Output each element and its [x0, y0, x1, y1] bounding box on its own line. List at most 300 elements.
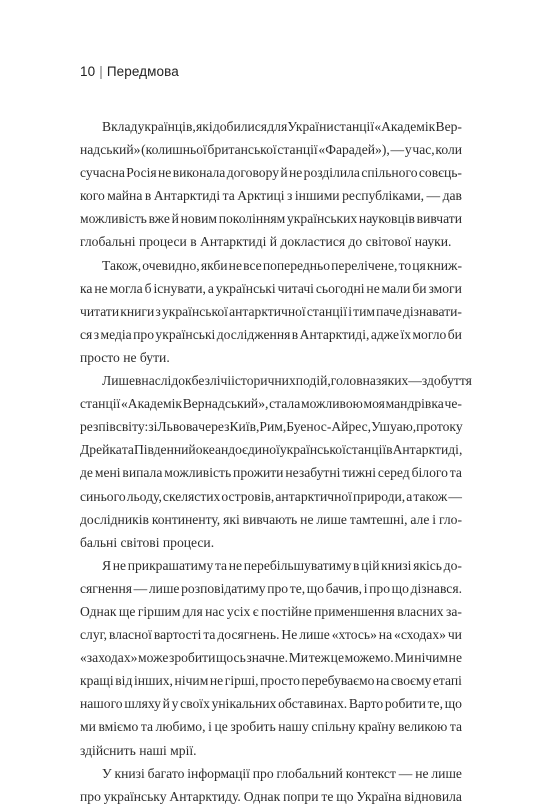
word: яких: [381, 373, 409, 389]
text-line: [80, 554, 462, 577]
word: не: [209, 673, 224, 689]
word: науковців: [358, 211, 415, 227]
word: та: [449, 719, 462, 735]
word: сучасна: [80, 165, 125, 181]
word: станції: [333, 119, 375, 134]
word: коли: [435, 142, 462, 158]
word: Україна: [356, 788, 402, 804]
word: та: [222, 188, 235, 204]
word: Арктиці: [237, 188, 285, 204]
word: —: [398, 765, 413, 781]
word: випала: [122, 465, 163, 481]
word: можливість: [164, 465, 232, 481]
body-text: [80, 115, 472, 808]
word: кого: [80, 188, 105, 204]
word: те: [321, 788, 334, 804]
word: обставинах.: [278, 696, 348, 712]
word: книзі: [114, 765, 145, 781]
word: які: [223, 511, 240, 527]
word: льоду,: [126, 488, 162, 504]
text-line: [80, 508, 462, 531]
word: також: [413, 488, 448, 504]
word: українських: [287, 211, 358, 227]
word: стала: [269, 396, 301, 412]
word: британської: [207, 142, 277, 158]
word: можливою: [300, 396, 363, 412]
word: могло: [412, 326, 447, 342]
word: за-: [446, 603, 462, 619]
word: серед: [377, 465, 410, 481]
word: дослідження: [216, 326, 291, 342]
text-line: [80, 254, 462, 277]
word: гірші,: [224, 673, 259, 689]
word: для: [182, 603, 203, 619]
word: через: [198, 419, 230, 435]
text-line: [80, 669, 462, 692]
text-line: [80, 415, 462, 438]
word: та: [203, 627, 216, 643]
word: Антарктиду.: [169, 788, 241, 804]
word: у: [171, 696, 179, 712]
word: незабутні: [285, 465, 341, 481]
word: про: [369, 580, 391, 596]
word: етапі: [432, 673, 462, 689]
word: дослідників: [80, 511, 149, 527]
word: глобальний: [276, 765, 343, 781]
word: би: [447, 326, 462, 342]
word: ся: [80, 326, 93, 342]
word: перелічене,: [331, 257, 398, 273]
word: для: [267, 119, 288, 134]
word: іншими: [294, 188, 340, 204]
word: слуг,: [80, 627, 108, 643]
section-title: Передмова: [106, 64, 179, 79]
word: Не: [281, 627, 298, 643]
word: «хтось»: [331, 627, 377, 643]
word: світу:: [115, 419, 149, 435]
word: здобуття: [421, 373, 472, 389]
word: мені: [94, 465, 121, 481]
word: Південний: [133, 442, 196, 458]
word: ще: [118, 603, 136, 619]
word: про: [252, 765, 274, 781]
word: України: [287, 119, 334, 134]
word: на: [375, 673, 390, 689]
word: й: [171, 211, 179, 227]
word: лише: [431, 765, 462, 781]
word: природи,: [353, 488, 406, 504]
word: час,: [412, 142, 435, 158]
word: «заходах»: [80, 650, 138, 666]
word: Ушуаю,: [371, 419, 417, 435]
word: й: [162, 696, 170, 712]
word: спільного: [361, 165, 418, 181]
word: Рим,: [259, 419, 287, 435]
word: Варто: [348, 696, 384, 712]
word: й: [280, 165, 288, 181]
word: відновила: [404, 788, 462, 804]
word: але: [410, 511, 430, 527]
text-line: [80, 531, 462, 554]
word: адже: [370, 326, 400, 342]
word: лише: [299, 627, 330, 643]
word: рез: [80, 419, 99, 435]
word: читати: [80, 303, 120, 319]
text-line: [80, 277, 462, 300]
word: і: [432, 511, 437, 527]
word: не: [366, 280, 380, 296]
word: це: [330, 650, 344, 666]
word: договору: [226, 165, 279, 181]
word: скелястих: [162, 488, 221, 504]
word: применшення: [314, 603, 395, 619]
word: може: [138, 650, 169, 666]
word: значне.: [246, 650, 289, 666]
word: і: [348, 303, 353, 319]
word: існувати,: [153, 280, 206, 296]
word: української: [279, 442, 346, 458]
text-line: [80, 392, 462, 415]
running-head: [80, 64, 179, 79]
word: тим: [353, 303, 375, 319]
word: би: [412, 280, 427, 296]
word: Однак: [243, 788, 281, 804]
word: про: [133, 326, 154, 342]
word: дізнавати-: [402, 303, 462, 319]
text-line: [80, 369, 472, 392]
word: бачив,: [325, 580, 363, 596]
word: антарктичної: [275, 488, 352, 504]
word: зробити: [168, 650, 216, 666]
word: досягнень.: [217, 627, 280, 643]
word: «Фарадей»),: [318, 142, 390, 158]
word: то: [398, 257, 412, 273]
word: українців,: [137, 119, 196, 134]
word: —: [133, 580, 148, 596]
word: пів: [98, 419, 116, 435]
text-line-content: здійснить наші мрії.: [80, 742, 197, 758]
word: протоку: [416, 419, 463, 435]
word: синього: [80, 488, 126, 504]
word: Антарктиді: [153, 188, 221, 204]
text-line: [80, 623, 462, 646]
word: шляху: [124, 696, 161, 712]
word: книги: [120, 303, 155, 319]
word: великою: [397, 719, 448, 735]
word: Київ,: [229, 419, 260, 435]
word: попри: [283, 788, 319, 804]
text-line: [80, 461, 462, 484]
word: Вернадський»,: [182, 396, 269, 412]
word: прикрашатиму: [127, 557, 214, 573]
word: до-: [443, 557, 462, 573]
word: інших,: [133, 673, 173, 689]
word: чи: [447, 627, 462, 643]
text-line: [80, 785, 462, 808]
word: що: [336, 788, 354, 804]
word: у: [404, 142, 412, 158]
word: щось: [215, 650, 246, 666]
word: лише: [148, 580, 180, 596]
word: вартості: [153, 627, 202, 643]
word: не: [228, 557, 243, 573]
word: це: [214, 719, 228, 735]
word: Буенос-Айрес,: [286, 419, 372, 435]
word: «Академік: [374, 119, 436, 134]
word: зробить: [230, 719, 276, 735]
word: те,: [427, 696, 443, 712]
word: української: [161, 303, 228, 319]
word: книж-: [426, 257, 462, 273]
word: про: [80, 788, 101, 804]
word: —: [408, 373, 422, 389]
word: не: [94, 280, 108, 296]
word: станції: [277, 142, 318, 158]
word: гло-: [438, 511, 462, 527]
word: не: [228, 257, 242, 273]
text-line-content: просто не бути.: [80, 349, 170, 365]
word: сягнення: [80, 580, 132, 596]
word: виконала: [172, 165, 226, 181]
text-line: [80, 184, 462, 207]
word: Однак: [80, 603, 117, 619]
text-line: [80, 600, 462, 623]
word: інформації: [187, 765, 250, 781]
word: цій: [361, 557, 380, 573]
word: —: [448, 488, 462, 504]
word: поколінням: [218, 211, 286, 227]
word: в: [353, 557, 360, 573]
word: власних: [397, 603, 444, 619]
word: розділила: [303, 165, 360, 181]
word: від: [115, 673, 133, 689]
word: постійне: [260, 603, 312, 619]
text-line: [80, 346, 462, 369]
word: про: [267, 580, 289, 596]
word: попередньо: [262, 257, 331, 273]
word: не: [448, 650, 462, 666]
word: кращі: [80, 673, 114, 689]
word: нас: [205, 603, 225, 619]
word: все: [243, 257, 262, 273]
word: дав: [442, 188, 462, 204]
word: можливість: [80, 211, 147, 227]
word: «сходах»: [394, 627, 446, 643]
word: українські: [155, 326, 216, 342]
word: «Академік: [121, 396, 182, 412]
word: та: [449, 465, 462, 481]
text-line: [80, 115, 462, 138]
word: вже: [148, 211, 170, 227]
word: і: [363, 580, 368, 596]
word: просто: [260, 673, 300, 689]
word: ка: [80, 280, 93, 296]
word: надський»: [80, 142, 141, 158]
text-line: [80, 300, 462, 323]
word: Львова: [157, 419, 199, 435]
word: майна: [107, 188, 143, 204]
word: а: [406, 488, 413, 504]
word: розповідатиму: [181, 580, 266, 596]
word: континенту,: [151, 511, 221, 527]
word: змоги: [428, 280, 462, 296]
text-line: [80, 577, 462, 600]
text-line: [80, 762, 462, 785]
text-line: [80, 739, 462, 762]
word: що: [306, 580, 325, 596]
word: прожити: [233, 465, 284, 481]
word: своїх: [180, 696, 210, 712]
word: в: [291, 326, 299, 342]
word: не: [300, 511, 314, 527]
word: антарктичної: [229, 303, 306, 319]
word: і: [208, 719, 212, 735]
word: якісь: [413, 557, 442, 573]
word: внаслідок: [135, 373, 192, 389]
word: нічим: [414, 650, 449, 666]
header-separator: |: [99, 64, 103, 79]
word: Антарктиді,: [392, 442, 463, 458]
word: У: [102, 765, 112, 781]
text-line: [80, 438, 462, 461]
word: та: [140, 719, 153, 735]
word: теж: [308, 650, 331, 666]
text-line: [80, 646, 462, 669]
word: не: [415, 765, 429, 781]
word: та: [214, 557, 228, 573]
text-line: [80, 323, 462, 346]
word: Дрейка: [80, 442, 122, 458]
word: могла: [109, 280, 143, 296]
word: єдиної: [241, 442, 280, 458]
word: можемо.: [344, 650, 394, 666]
word: їх: [400, 326, 412, 342]
word: безлічі: [191, 373, 232, 389]
word: усіх: [226, 603, 251, 619]
word: а: [207, 280, 214, 296]
word: перебуваємо: [301, 673, 375, 689]
word: ця: [412, 257, 426, 273]
word: те,: [289, 580, 306, 596]
word: очевидно,: [142, 257, 200, 273]
word: нашого: [80, 696, 123, 712]
word: дізнався.: [410, 580, 462, 596]
word: гіршим: [137, 603, 181, 619]
word: в: [144, 188, 152, 204]
word: моя: [363, 396, 385, 412]
text-line-content: бальні світові процеси.: [80, 534, 215, 550]
text-line: [80, 207, 462, 230]
word: читачі: [277, 280, 314, 296]
word: нашу: [278, 719, 309, 735]
word: з: [155, 303, 161, 319]
word: вивчати: [416, 211, 462, 227]
word: —: [390, 142, 405, 158]
word: тижні: [342, 465, 376, 481]
text-line: [80, 485, 462, 508]
text-line: [80, 692, 462, 715]
text-line-content: глобальні процеси в Антарктиді й докластися до світової науки.: [80, 234, 452, 250]
word: зі: [148, 419, 158, 435]
word: лише: [316, 511, 347, 527]
word: багато: [147, 765, 185, 781]
word: на: [378, 627, 393, 643]
word: історичних: [231, 373, 296, 389]
word: своєму: [390, 673, 432, 689]
word: мали: [381, 280, 411, 296]
word: че-: [444, 396, 462, 412]
word: головна: [330, 373, 376, 389]
word: та: [121, 442, 134, 458]
word: Антарктиді,: [299, 326, 370, 342]
word: унікальних: [211, 696, 277, 712]
word: Вклад: [102, 119, 138, 134]
word: сьогодні: [315, 280, 365, 296]
word: мандрівка: [385, 396, 444, 412]
word: совєць-: [418, 165, 462, 181]
word: станції: [345, 442, 387, 458]
word: що: [444, 696, 462, 712]
word: б: [144, 280, 152, 296]
word: українські: [215, 280, 276, 296]
word: Вер-: [435, 119, 462, 134]
word: книзі: [381, 557, 412, 573]
word: Лише: [102, 373, 135, 389]
page-number: 10: [80, 64, 96, 79]
word: Я: [102, 557, 112, 573]
word: з: [375, 373, 382, 389]
text-line: [80, 230, 462, 253]
word: які: [195, 119, 213, 134]
word: Також,: [102, 257, 142, 273]
word: океан: [195, 442, 229, 458]
word: контекст: [345, 765, 396, 781]
word: тамтешні,: [349, 511, 408, 527]
text-line: [80, 161, 462, 184]
word: українську: [103, 788, 167, 804]
word: медіа: [100, 326, 132, 342]
word: до: [228, 442, 242, 458]
word: що: [391, 580, 409, 596]
word: перебільшуватиму: [243, 557, 352, 573]
word: країну: [358, 719, 396, 735]
word: якби: [200, 257, 228, 273]
word: спільну: [311, 719, 356, 735]
word: —: [426, 188, 441, 204]
word: білого: [411, 465, 448, 481]
word: власної: [108, 627, 152, 643]
word: не: [158, 165, 172, 181]
word: не: [112, 557, 127, 573]
word: Ми: [394, 650, 414, 666]
word: республіками,: [342, 188, 425, 204]
text-line: [80, 138, 462, 161]
word: робити: [384, 696, 426, 712]
word: островів,: [221, 488, 275, 504]
word: Росія: [126, 165, 157, 181]
word: станції: [306, 303, 348, 319]
word: вміємо: [98, 719, 139, 735]
word: не: [289, 165, 303, 181]
word: в: [386, 442, 393, 458]
word: нічим: [174, 673, 209, 689]
word: з: [93, 326, 100, 342]
word: з: [287, 188, 293, 204]
word: (колишньої: [141, 142, 207, 158]
text-line: [80, 715, 462, 738]
word: станції: [80, 396, 121, 412]
word: подій,: [295, 373, 331, 389]
